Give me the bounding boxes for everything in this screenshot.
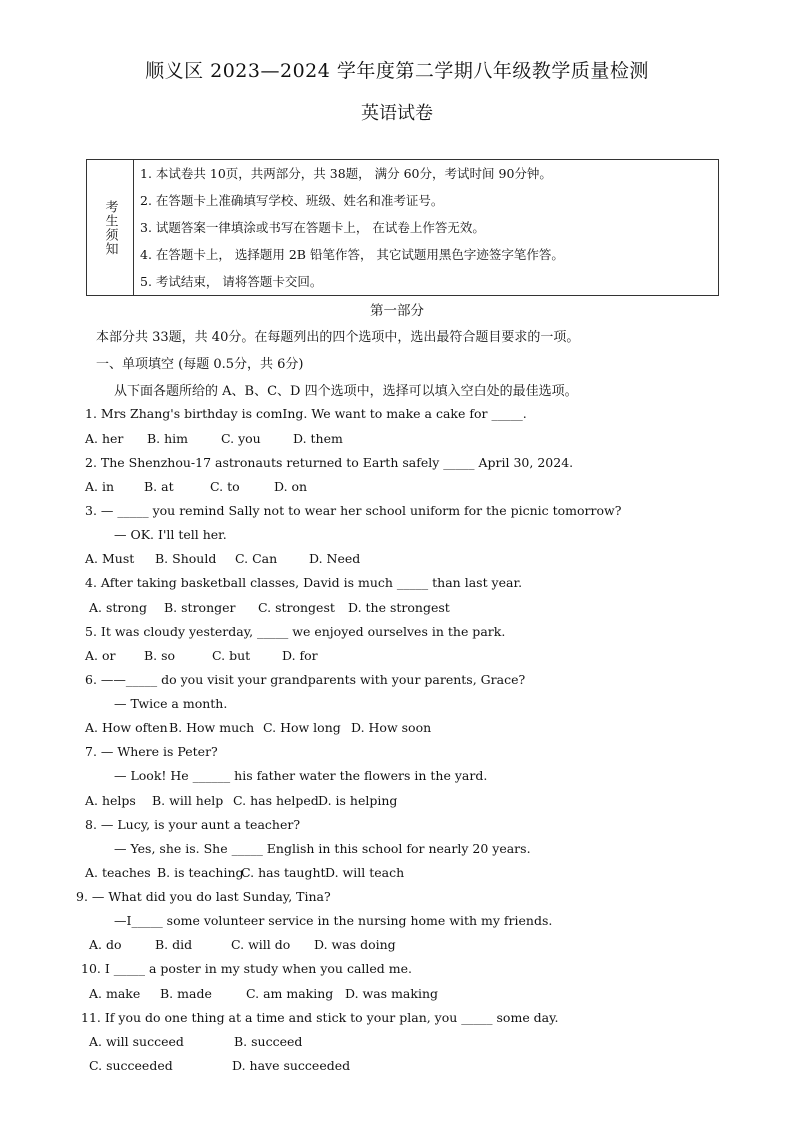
option: A. or xyxy=(85,648,116,663)
candidate-notice-box xyxy=(86,159,719,296)
option: B. succeed xyxy=(234,1034,303,1049)
question-options xyxy=(89,1058,350,1073)
option: C. you xyxy=(221,431,261,446)
option: A. helps xyxy=(85,793,136,808)
question-stem: 2. The Shenzhou-17 astronauts returned to Earth safely _____ April 30, 2024. xyxy=(85,455,574,470)
question-reply: —I_____ some volunteer service in the nursing home with my friends. xyxy=(114,913,553,928)
option: D. them xyxy=(293,431,343,446)
option: B. at xyxy=(144,479,174,494)
notice-lines xyxy=(140,162,714,297)
question-reply: — OK. I'll tell her. xyxy=(114,527,227,542)
option: B. stronger xyxy=(164,600,236,615)
exam-subtitle: 英语试卷 xyxy=(361,103,433,124)
question-options xyxy=(89,986,438,1001)
option: D. for xyxy=(282,648,318,663)
option: A. in xyxy=(85,479,115,494)
section-instruction: 从下面各题所给的 A、B、C、D 四个选项中，选择可以填入空白处的最佳选项。 xyxy=(114,384,578,399)
question-options xyxy=(85,793,397,808)
question-options xyxy=(85,720,431,735)
option: C. succeeded xyxy=(89,1058,173,1073)
option: A. do xyxy=(89,937,122,952)
question-stem: 5. It was cloudy yesterday, _____ we enjoyed ourselves in the park. xyxy=(85,624,506,639)
option: D. will teach xyxy=(325,865,405,880)
question-stem: 10. I _____ a poster in my study when you called me. xyxy=(81,961,412,976)
option: C. has taught xyxy=(241,865,326,880)
notice-line: 2. 在答题卡上准确填写学校、班级、姓名和准考证号。 xyxy=(140,193,444,208)
question-stem: 1. Mrs Zhang's birthday is comIng. We want to make a cake for _____. xyxy=(85,406,527,421)
option: A. strong xyxy=(89,600,147,615)
question-stem: 11. If you do one thing at a time and stick to your plan, you _____ some day. xyxy=(81,1010,559,1025)
option: C. will do xyxy=(231,937,291,952)
option: C. to xyxy=(210,479,240,494)
part-intro: 本部分共 33题，共 40分。在每题列出的四个选项中，选出最符合题目要求的一项。 xyxy=(96,330,580,345)
question-stem: 6. ——_____ do you visit your grandparents with your parents, Grace? xyxy=(85,672,526,687)
question-stem: 8. — Lucy, is your aunt a teacher? xyxy=(85,817,301,832)
option: D. have succeeded xyxy=(232,1058,351,1073)
question-stem: 9. — What did you do last Sunday, Tina? xyxy=(76,889,331,904)
option: A. will succeed xyxy=(89,1034,184,1049)
option: C. has helped xyxy=(233,793,319,808)
option: B. Should xyxy=(155,551,217,566)
option: A. teaches xyxy=(85,865,151,880)
notice-label-cell xyxy=(87,160,134,295)
option: A. her xyxy=(85,431,124,446)
notice-label: 考生须知 xyxy=(102,199,118,256)
question-options xyxy=(89,600,450,615)
option: D. on xyxy=(274,479,308,494)
option: D. How soon xyxy=(351,720,432,735)
option: C. Can xyxy=(235,551,278,566)
notice-line: 4. 在答题卡上， 选择题用 2B 铅笔作答， 其它试题用黑色字迹签字笔作答。 xyxy=(140,247,564,262)
notice-line: 3. 试题答案一律填涂或书写在答题卡上， 在试卷上作答无效。 xyxy=(140,220,485,235)
question-reply: — Look! He ______ his father water the flowers in the yard. xyxy=(114,768,488,783)
option: B. made xyxy=(160,986,212,1001)
option: C. but xyxy=(212,648,251,663)
question-options xyxy=(85,865,404,880)
question-options xyxy=(89,937,396,952)
notice-line: 1. 本试卷共 10页，共两部分，共 38题， 满分 60分，考试时间 90分钟。 xyxy=(140,166,552,181)
option: B. him xyxy=(147,431,189,446)
option: A. Must xyxy=(85,551,135,566)
option: D. was making xyxy=(345,986,438,1001)
option: A. How often xyxy=(85,720,168,735)
question-stem: 4. After taking basketball classes, David is much _____ than last year. xyxy=(85,575,523,590)
question-stem: 7. — Where is Peter? xyxy=(85,744,218,759)
option: B. so xyxy=(144,648,176,663)
question-options xyxy=(85,648,318,663)
option: B. did xyxy=(155,937,193,952)
option: B. is teaching xyxy=(157,865,244,880)
option: C. How long xyxy=(263,720,341,735)
option: D. was doing xyxy=(314,937,396,952)
question-stem: 3. — _____ you remind Sally not to wear her school uniform for the picnic tomorrow? xyxy=(85,503,622,518)
notice-line: 5. 考试结束， 请将答题卡交回。 xyxy=(140,274,323,289)
option: C. am making xyxy=(246,986,334,1001)
question-options xyxy=(89,1034,302,1049)
option: B. will help xyxy=(152,793,224,808)
option: D. Need xyxy=(309,551,361,566)
option: C. strongest xyxy=(258,600,335,615)
question-options xyxy=(85,431,343,446)
option: B. How much xyxy=(169,720,255,735)
option: D. is helping xyxy=(318,793,398,808)
option: D. the strongest xyxy=(348,600,450,615)
exam-title: 顺义区 2023—2024 学年度第二学期八年级教学质量检测 xyxy=(145,60,649,82)
part-title: 第一部分 xyxy=(370,303,424,319)
question-reply: — Twice a month. xyxy=(114,696,228,711)
section-heading: 一、单项填空 (每题 0.5分，共 6分) xyxy=(96,357,304,372)
question-options xyxy=(85,479,307,494)
question-reply: — Yes, she is. She _____ English in this school for nearly 20 years. xyxy=(114,841,531,856)
option: A. make xyxy=(89,986,141,1001)
question-options xyxy=(85,551,360,566)
